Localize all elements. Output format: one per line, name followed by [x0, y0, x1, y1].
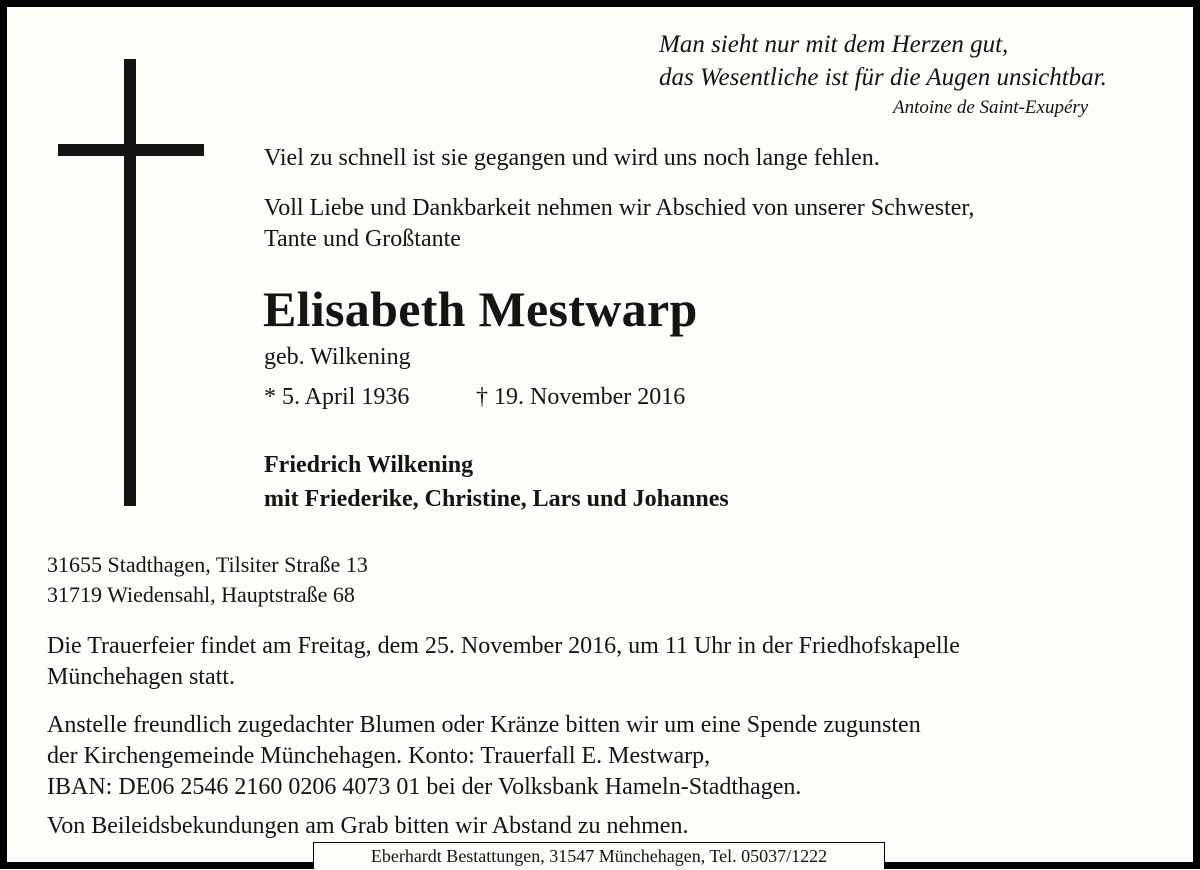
quote-line-2: das Wesentliche ist für die Augen unsichtbar.: [659, 64, 1107, 91]
donation-line-2: der Kirchengemeinde Münchehagen. Konto: Trauerfall E. Mestwarp,: [47, 743, 711, 769]
intro-line-2: Voll Liebe und Dankbarkeit nehmen wir Abschied von unserer Schwester,: [264, 195, 975, 221]
cross-vertical-beam: [124, 59, 136, 506]
deceased-name: Elisabeth Mestwarp: [263, 281, 698, 337]
maiden-name: geb. Wilkening: [264, 344, 411, 370]
quote-author: Antoine de Saint-Exupéry: [893, 97, 1089, 118]
donation-line-3: IBAN: DE06 2546 2160 0206 4073 01 bei der Volksbank Hameln-Stadthagen.: [47, 774, 802, 800]
cross-horizontal-beam: [58, 144, 204, 156]
service-line-1: Die Trauerfeier findet am Freitag, dem 25. November 2016, um 11 Uhr in der Friedhofskapelle: [47, 633, 960, 659]
mourner-line-2: mit Friederike, Christine, Lars und Johannes: [264, 486, 729, 512]
birth-date: * 5. April 1936: [264, 384, 410, 410]
funeral-home-footer: Eberhardt Bestattungen, 31547 Münchehagen, Tel. 05037/1222: [313, 842, 885, 869]
donation-line-1: Anstelle freundlich zugedachter Blumen oder Kränze bitten wir um eine Spende zugunsten: [47, 712, 921, 738]
service-line-2: Münchehagen statt.: [47, 664, 235, 690]
closing-line: Von Beileidsbekundungen am Grab bitten wir Abstand zu nehmen.: [47, 813, 689, 839]
mourner-line-1: Friedrich Wilkening: [264, 452, 474, 478]
address-line-1: 31655 Stadthagen, Tilsiter Straße 13: [47, 552, 368, 577]
quote-line-1: Man sieht nur mit dem Herzen gut,: [659, 31, 1009, 58]
intro-line-1: Viel zu schnell ist sie gegangen und wird uns noch lange fehlen.: [264, 145, 880, 171]
intro-line-3: Tante und Großtante: [264, 226, 461, 252]
address-line-2: 31719 Wiedensahl, Hauptstraße 68: [47, 582, 355, 607]
death-date: † 19. November 2016: [476, 384, 686, 410]
